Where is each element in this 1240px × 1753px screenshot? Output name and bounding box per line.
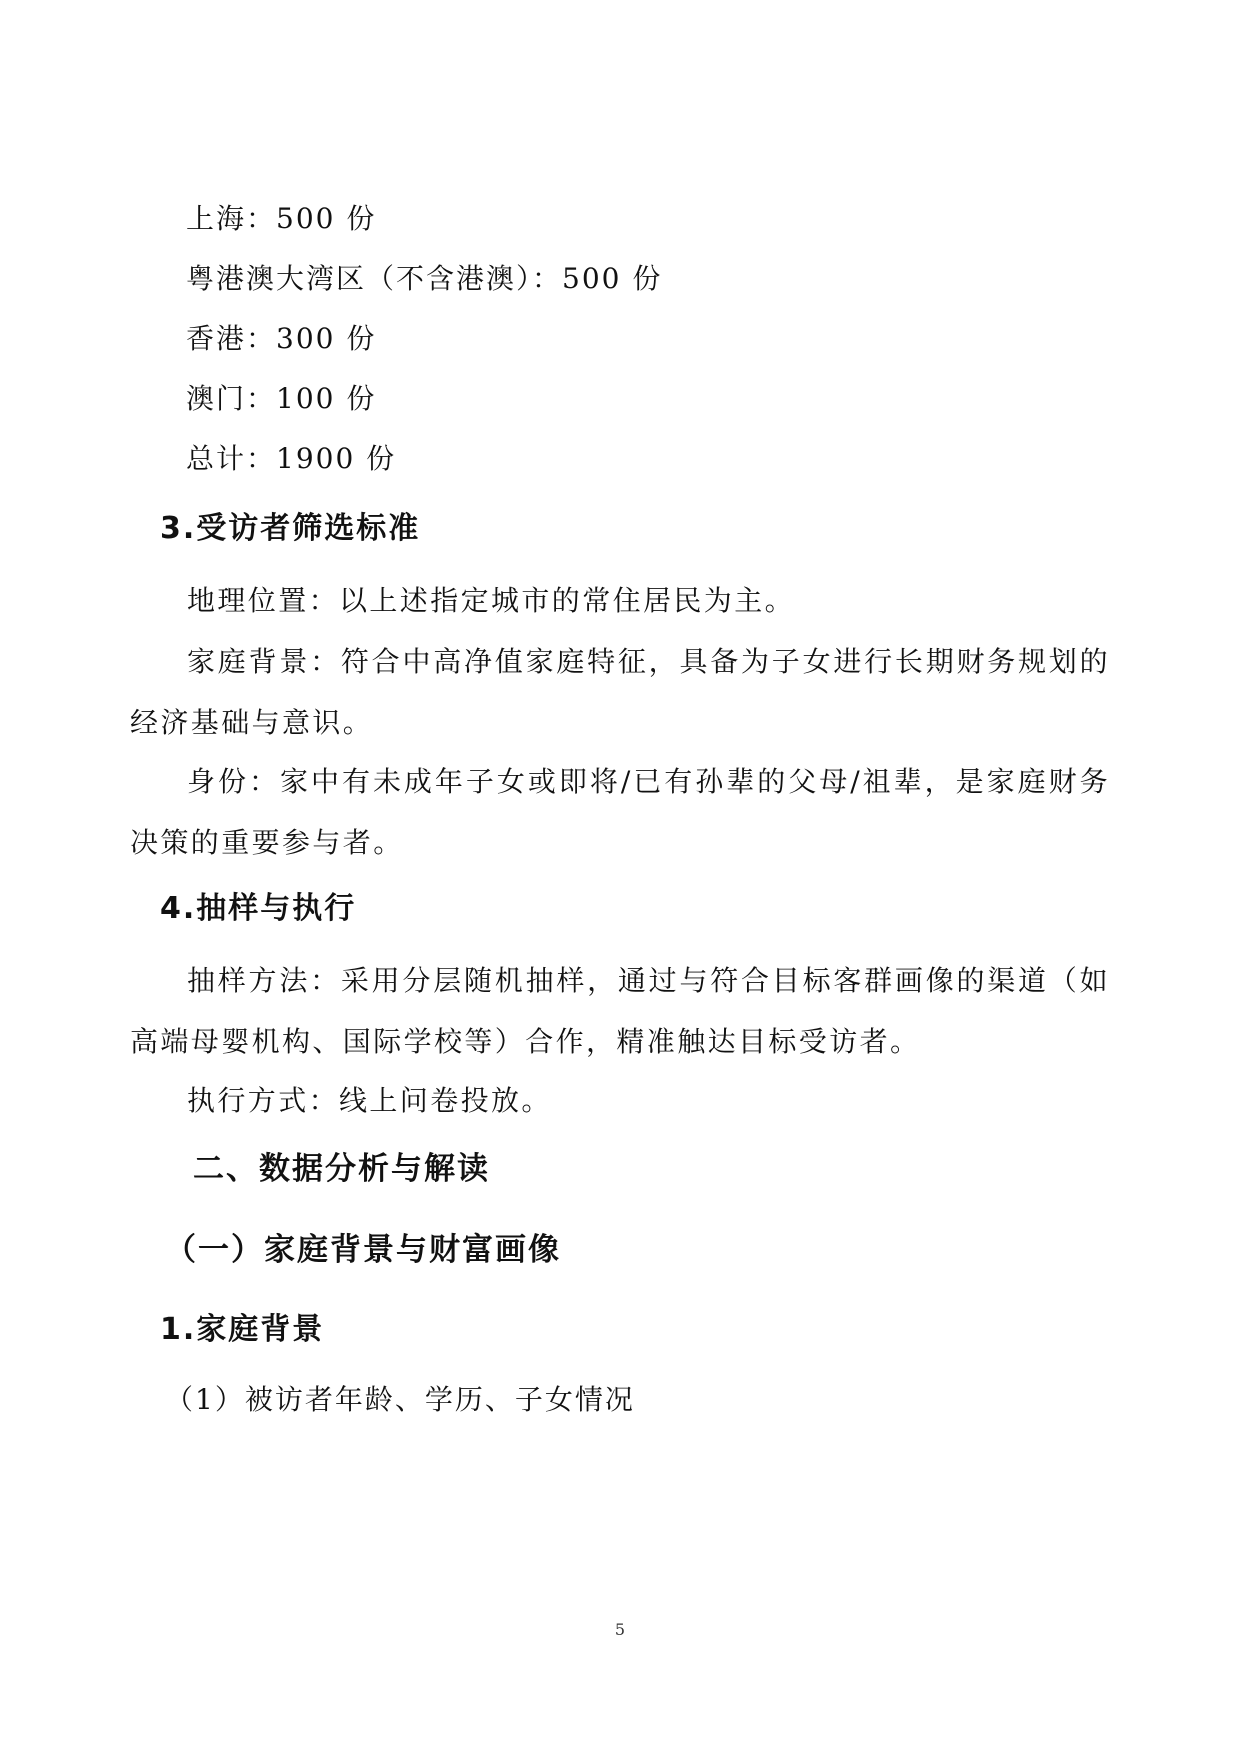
part-2-heading: 二、数据分析与解读	[193, 1151, 490, 1187]
criteria-location: 地理位置：以上述指定城市的常住居民为主。	[187, 584, 796, 617]
page-number: 5	[614, 1620, 626, 1639]
quota-hongkong: 香港：300 份	[186, 322, 377, 355]
quota-macau: 澳门：100 份	[186, 382, 377, 415]
section-3-heading: 3.受访者筛选标准	[160, 511, 421, 546]
quota-total: 总计：1900 份	[186, 442, 397, 475]
quota-greater-bay-area: 粤港澳大湾区（不含港澳）：500 份	[186, 262, 663, 295]
section-4-heading: 4.抽样与执行	[160, 891, 357, 926]
item-1-heading: 1.家庭背景	[160, 1312, 325, 1347]
criteria-family-background: 家庭背景：符合中高净值家庭特征，具备为子女进行长期财务规划的经济基础与意识。	[130, 645, 1110, 739]
item-1-subheading: （1）被访者年龄、学历、子女情况	[165, 1383, 635, 1416]
execution-method: 执行方式：线上问卷投放。	[187, 1084, 552, 1117]
criteria-identity: 身份：家中有未成年子女或即将/已有孙辈的父母/祖辈，是家庭财务决策的重要参与者。	[130, 765, 1110, 859]
part-2-subheading: （一）家庭背景与财富画像	[165, 1232, 561, 1268]
quota-shanghai: 上海：500 份	[186, 202, 377, 235]
sampling-method: 抽样方法：采用分层随机抽样，通过与符合目标客群画像的渠道（如高端母婴机构、国际学校等）合作，精准触达目标受访者。	[130, 964, 1110, 1058]
